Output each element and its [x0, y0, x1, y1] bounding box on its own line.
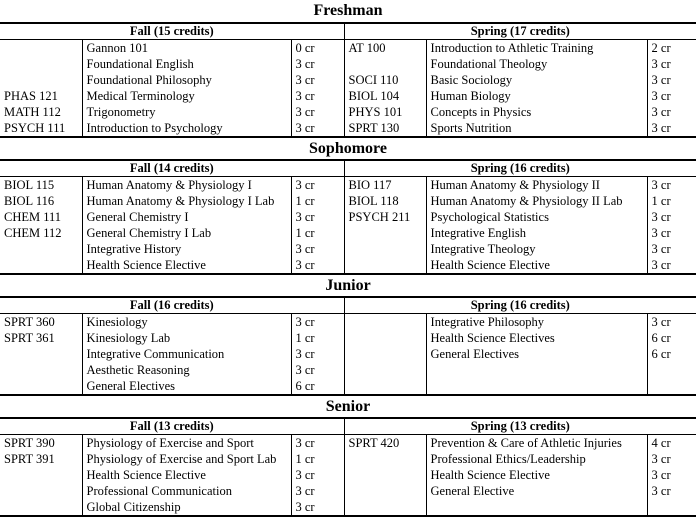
fall-course-code — [0, 257, 82, 274]
spring-credits: 3 cr — [651, 452, 671, 466]
year-table — [0, 417, 696, 517]
fall-course-code — [0, 499, 82, 516]
spring-course-title: Integrative Philosophy — [426, 314, 647, 331]
spring-credits: 3 cr — [651, 484, 671, 498]
spring-credits — [647, 362, 696, 378]
fall-course-code: PHAS 121 — [0, 88, 82, 104]
fall-course-code: SPRT 391 — [0, 451, 82, 467]
fall-course-title: Professional Communication — [82, 483, 291, 499]
spring-course-title: Basic Sociology — [426, 72, 647, 88]
spring-course-title: Professional Ethics/Leadership — [426, 451, 647, 467]
fall-credits: 3 cr — [295, 121, 315, 135]
course-row — [0, 120, 696, 137]
spring-course-title: Sports Nutrition — [426, 120, 647, 137]
course-row — [0, 56, 696, 72]
spring-course-code — [344, 362, 426, 378]
spring-course-title: Health Science Elective — [426, 467, 647, 483]
fall-credits: 3 cr — [295, 210, 315, 224]
fall-credits: 3 cr — [295, 315, 315, 329]
course-row — [0, 40, 696, 57]
fall-course-title: Health Science Elective — [82, 257, 291, 274]
fall-course-title: Kinesiology — [82, 314, 291, 331]
year-title: Senior — [325, 398, 371, 415]
fall-course-title: Global Citizenship — [82, 499, 291, 516]
fall-course-code: CHEM 112 — [0, 225, 82, 241]
spring-credits: 3 cr — [651, 226, 671, 240]
fall-course-code: SPRT 361 — [0, 330, 82, 346]
fall-course-title: Health Science Elective — [82, 467, 291, 483]
fall-course-code: CHEM 111 — [0, 209, 82, 225]
course-row — [0, 72, 696, 88]
fall-credits: 3 cr — [295, 178, 315, 192]
course-row — [0, 451, 696, 467]
course-row — [0, 225, 696, 241]
spring-course-code — [344, 467, 426, 483]
fall-header: Fall (16 credits) — [0, 297, 344, 314]
spring-credits: 3 cr — [651, 178, 671, 192]
spring-course-title: Health Science Elective — [426, 257, 647, 274]
course-row — [0, 435, 696, 452]
spring-course-title: Psychological Statistics — [426, 209, 647, 225]
fall-credits: 1 cr — [295, 226, 315, 240]
fall-course-code — [0, 378, 82, 395]
semester-header-row — [0, 297, 696, 314]
year-title: Freshman — [313, 2, 383, 19]
spring-credits: 3 cr — [651, 89, 671, 103]
fall-credits: 1 cr — [295, 194, 315, 208]
course-row — [0, 104, 696, 120]
spring-course-code: AT 100 — [344, 40, 426, 57]
course-row — [0, 209, 696, 225]
fall-course-title: Human Anatomy & Physiology I — [82, 177, 291, 194]
spring-credits: 1 cr — [651, 194, 671, 208]
year-table — [0, 296, 696, 396]
spring-credits: 6 cr — [651, 331, 671, 345]
fall-course-title: Physiology of Exercise and Sport Lab — [82, 451, 291, 467]
fall-course-code — [0, 362, 82, 378]
spring-course-title: General Electives — [426, 346, 647, 362]
course-row — [0, 241, 696, 257]
year-table — [0, 159, 696, 275]
year-title: Junior — [325, 277, 371, 294]
spring-credits: 3 cr — [651, 258, 671, 272]
semester-header-row — [0, 160, 696, 177]
spring-course-title — [426, 362, 647, 378]
spring-course-code — [344, 241, 426, 257]
fall-course-title: Aesthetic Reasoning — [82, 362, 291, 378]
fall-course-title: Integrative Communication — [82, 346, 291, 362]
fall-header: Fall (14 credits) — [0, 160, 344, 177]
fall-credits: 3 cr — [295, 500, 315, 514]
course-row — [0, 499, 696, 516]
spring-course-title: Human Anatomy & Physiology II — [426, 177, 647, 194]
fall-course-code: MATH 112 — [0, 104, 82, 120]
spring-credits: 6 cr — [651, 347, 671, 361]
fall-course-title: General Chemistry I — [82, 209, 291, 225]
fall-credits: 3 cr — [295, 73, 315, 87]
spring-header: Spring (16 credits) — [344, 160, 696, 177]
spring-header: Spring (13 credits) — [344, 418, 696, 435]
spring-credits: 2 cr — [651, 41, 671, 55]
spring-course-title: Integrative Theology — [426, 241, 647, 257]
course-row — [0, 88, 696, 104]
fall-credits: 1 cr — [295, 331, 315, 345]
spring-credits: 3 cr — [651, 57, 671, 71]
fall-course-code — [0, 72, 82, 88]
fall-course-code: BIOL 116 — [0, 193, 82, 209]
spring-course-code: SOCI 110 — [344, 72, 426, 88]
year-title: Sophomore — [309, 140, 387, 157]
fall-course-title: Gannon 101 — [82, 40, 291, 57]
spring-course-code: BIO 117 — [344, 177, 426, 194]
course-row — [0, 378, 696, 395]
spring-course-title: Introduction to Athletic Training — [426, 40, 647, 57]
spring-course-code: SPRT 420 — [344, 435, 426, 452]
spring-course-title: Human Anatomy & Physiology II Lab — [426, 193, 647, 209]
fall-course-code: BIOL 115 — [0, 177, 82, 194]
spring-course-code — [344, 225, 426, 241]
spring-course-title: Prevention & Care of Athletic Injuries — [426, 435, 647, 452]
spring-course-code — [344, 314, 426, 331]
spring-course-code — [344, 499, 426, 516]
spring-course-code: PSYCH 211 — [344, 209, 426, 225]
fall-course-title: Human Anatomy & Physiology I Lab — [82, 193, 291, 209]
fall-credits: 3 cr — [295, 57, 315, 71]
spring-course-code: PHYS 101 — [344, 104, 426, 120]
course-row — [0, 314, 696, 331]
fall-credits: 3 cr — [295, 242, 315, 256]
fall-course-code — [0, 40, 82, 57]
fall-credits: 3 cr — [295, 347, 315, 361]
fall-course-code — [0, 241, 82, 257]
spring-header: Spring (16 credits) — [344, 297, 696, 314]
fall-credits: 3 cr — [295, 436, 315, 450]
spring-course-code: BIOL 118 — [344, 193, 426, 209]
spring-course-title: Human Biology — [426, 88, 647, 104]
spring-course-title: Concepts in Physics — [426, 104, 647, 120]
fall-credits: 3 cr — [295, 363, 315, 377]
fall-course-title: Integrative History — [82, 241, 291, 257]
course-row — [0, 330, 696, 346]
fall-course-code — [0, 56, 82, 72]
fall-header: Fall (15 credits) — [0, 23, 344, 40]
spring-credits: 4 cr — [651, 436, 671, 450]
spring-credits: 3 cr — [651, 242, 671, 256]
course-row — [0, 257, 696, 274]
spring-course-title: Integrative English — [426, 225, 647, 241]
semester-header-row — [0, 418, 696, 435]
course-row — [0, 467, 696, 483]
spring-credits — [647, 378, 696, 395]
fall-course-code — [0, 467, 82, 483]
spring-course-title — [426, 378, 647, 395]
spring-credits: 3 cr — [651, 73, 671, 87]
spring-credits — [647, 499, 696, 516]
spring-course-code — [344, 56, 426, 72]
course-row — [0, 346, 696, 362]
fall-credits: 3 cr — [295, 105, 315, 119]
fall-course-title: General Chemistry I Lab — [82, 225, 291, 241]
fall-credits: 3 cr — [295, 89, 315, 103]
spring-credits: 3 cr — [651, 121, 671, 135]
fall-course-title: Trigonometry — [82, 104, 291, 120]
spring-course-code — [344, 330, 426, 346]
fall-course-code — [0, 483, 82, 499]
spring-credits: 3 cr — [651, 210, 671, 224]
fall-course-title: Kinesiology Lab — [82, 330, 291, 346]
fall-course-title: Introduction to Psychology — [82, 120, 291, 137]
spring-course-code: BIOL 104 — [344, 88, 426, 104]
spring-course-title: Foundational Theology — [426, 56, 647, 72]
fall-course-title: Medical Terminology — [82, 88, 291, 104]
spring-course-code — [344, 257, 426, 274]
fall-header: Fall (13 credits) — [0, 418, 344, 435]
fall-course-title: Physiology of Exercise and Sport — [82, 435, 291, 452]
spring-course-code — [344, 483, 426, 499]
fall-credits: 3 cr — [295, 484, 315, 498]
fall-course-code: SPRT 360 — [0, 314, 82, 331]
spring-course-title — [426, 499, 647, 516]
spring-course-code — [344, 378, 426, 395]
course-row — [0, 177, 696, 194]
fall-credits: 3 cr — [295, 258, 315, 272]
spring-credits: 3 cr — [651, 468, 671, 482]
fall-credits: 3 cr — [295, 468, 315, 482]
spring-credits: 3 cr — [651, 105, 671, 119]
spring-credits: 3 cr — [651, 315, 671, 329]
spring-course-code — [344, 451, 426, 467]
course-row — [0, 193, 696, 209]
fall-course-code: SPRT 390 — [0, 435, 82, 452]
fall-course-title: Foundational English — [82, 56, 291, 72]
spring-course-title: Health Science Electives — [426, 330, 647, 346]
year-table — [0, 22, 696, 138]
course-row — [0, 483, 696, 499]
fall-course-title: Foundational Philosophy — [82, 72, 291, 88]
fall-credits: 1 cr — [295, 452, 315, 466]
semester-header-row — [0, 23, 696, 40]
fall-credits: 6 cr — [295, 379, 315, 393]
fall-course-title: General Electives — [82, 378, 291, 395]
fall-credits: 0 cr — [295, 41, 315, 55]
fall-course-code — [0, 346, 82, 362]
spring-course-title: General Elective — [426, 483, 647, 499]
spring-course-code — [344, 346, 426, 362]
spring-course-code: SPRT 130 — [344, 120, 426, 137]
spring-header: Spring (17 credits) — [344, 23, 696, 40]
fall-course-code: PSYCH 111 — [0, 120, 82, 137]
course-row — [0, 362, 696, 378]
